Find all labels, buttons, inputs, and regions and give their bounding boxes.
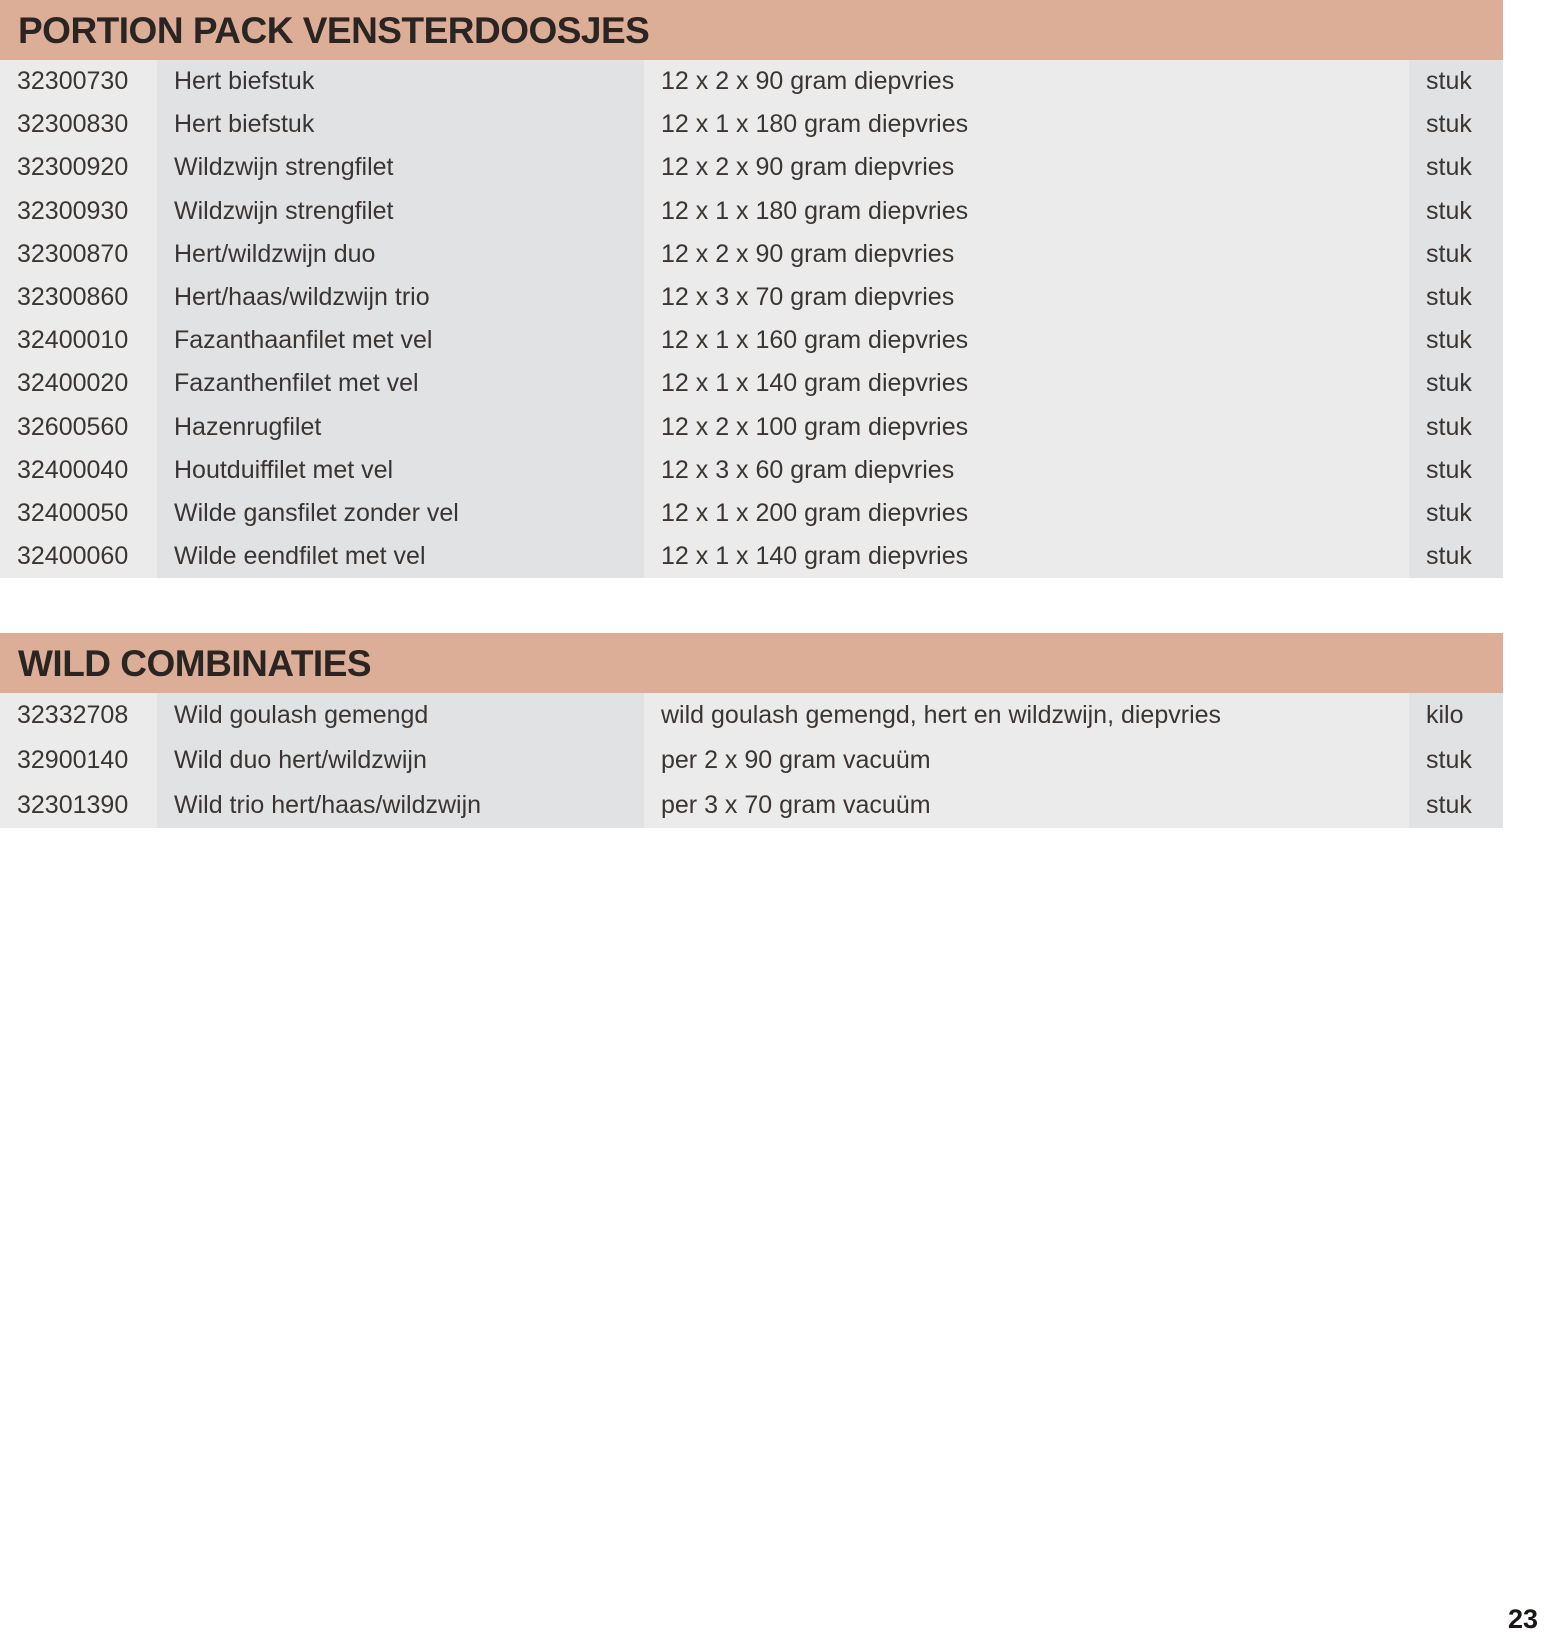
product-description: per 2 x 90 gram vacuüm xyxy=(644,738,1409,783)
product-unit: stuk xyxy=(1409,146,1503,189)
product-code: 32400010 xyxy=(0,319,157,362)
table-row xyxy=(0,738,1503,783)
section-title: PORTION PACK VENSTERDOOSJES xyxy=(18,9,650,51)
product-name: Houtduiffilet met vel xyxy=(157,449,644,492)
product-name: Wilde eendfilet met vel xyxy=(157,535,644,578)
product-table xyxy=(0,60,1503,578)
product-unit: stuk xyxy=(1409,406,1503,449)
product-description: per 3 x 70 gram vacuüm xyxy=(644,783,1409,828)
section-portion-pack xyxy=(0,0,1503,578)
product-unit: stuk xyxy=(1409,319,1503,362)
table-row xyxy=(0,492,1503,535)
page-number: 23 xyxy=(1507,1604,1538,1634)
table-row xyxy=(0,535,1503,578)
table-row xyxy=(0,60,1503,103)
product-unit: stuk xyxy=(1409,276,1503,319)
product-unit: stuk xyxy=(1409,535,1503,578)
section-header xyxy=(0,0,1503,60)
product-description: 12 x 2 x 90 gram diepvries xyxy=(644,146,1409,189)
product-description: 12 x 1 x 160 gram diepvries xyxy=(644,319,1409,362)
product-name: Hert biefstuk xyxy=(157,103,644,146)
table-row xyxy=(0,449,1503,492)
section-header xyxy=(0,633,1503,693)
product-unit: stuk xyxy=(1409,492,1503,535)
product-unit: stuk xyxy=(1409,362,1503,405)
product-name: Hazenrugfilet xyxy=(157,406,644,449)
product-name: Fazanthenfilet met vel xyxy=(157,362,644,405)
product-unit: stuk xyxy=(1409,103,1503,146)
product-code: 32400050 xyxy=(0,492,157,535)
product-name: Wildzwijn strengfilet xyxy=(157,146,644,189)
product-unit: stuk xyxy=(1409,60,1503,103)
product-description: 12 x 1 x 180 gram diepvries xyxy=(644,190,1409,233)
product-name: Wild trio hert/haas/wildzwijn xyxy=(157,783,644,828)
product-description: 12 x 2 x 100 gram diepvries xyxy=(644,406,1409,449)
table-row xyxy=(0,190,1503,233)
product-code: 32900140 xyxy=(0,738,157,783)
product-code: 32300860 xyxy=(0,276,157,319)
table-row xyxy=(0,276,1503,319)
product-code: 32300920 xyxy=(0,146,157,189)
product-description: 12 x 2 x 90 gram diepvries xyxy=(644,60,1409,103)
product-name: Hert/haas/wildzwijn trio xyxy=(157,276,644,319)
product-name: Wilde gansfilet zonder vel xyxy=(157,492,644,535)
product-description: 12 x 2 x 90 gram diepvries xyxy=(644,233,1409,276)
product-code: 32332708 xyxy=(0,693,157,738)
product-description: 12 x 1 x 200 gram diepvries xyxy=(644,492,1409,535)
product-code: 32400020 xyxy=(0,362,157,405)
product-code: 32400040 xyxy=(0,449,157,492)
product-code: 32300730 xyxy=(0,60,157,103)
product-code: 32600560 xyxy=(0,406,157,449)
product-table xyxy=(0,693,1503,828)
product-unit: stuk xyxy=(1409,738,1503,783)
product-name: Wildzwijn strengfilet xyxy=(157,190,644,233)
product-code: 32301390 xyxy=(0,783,157,828)
product-unit: stuk xyxy=(1409,190,1503,233)
product-description: wild goulash gemengd, hert en wildzwijn, diepvries xyxy=(644,693,1409,738)
product-description: 12 x 3 x 60 gram diepvries xyxy=(644,449,1409,492)
table-row xyxy=(0,146,1503,189)
table-row xyxy=(0,319,1503,362)
table-row xyxy=(0,103,1503,146)
product-code: 32300930 xyxy=(0,190,157,233)
product-description: 12 x 3 x 70 gram diepvries xyxy=(644,276,1409,319)
table-row xyxy=(0,783,1503,828)
product-description: 12 x 1 x 140 gram diepvries xyxy=(644,362,1409,405)
product-name: Wild duo hert/wildzwijn xyxy=(157,738,644,783)
product-name: Fazanthaanfilet met vel xyxy=(157,319,644,362)
product-name: Hert/wildzwijn duo xyxy=(157,233,644,276)
table-row xyxy=(0,406,1503,449)
product-name: Hert biefstuk xyxy=(157,60,644,103)
section-title: WILD COMBINATIES xyxy=(18,642,372,684)
product-code: 32300870 xyxy=(0,233,157,276)
product-name: Wild goulash gemengd xyxy=(157,693,644,738)
table-row xyxy=(0,233,1503,276)
product-description: 12 x 1 x 180 gram diepvries xyxy=(644,103,1409,146)
product-unit: stuk xyxy=(1409,233,1503,276)
product-unit: stuk xyxy=(1409,449,1503,492)
product-description: 12 x 1 x 140 gram diepvries xyxy=(644,535,1409,578)
table-row xyxy=(0,693,1503,738)
product-code: 32300830 xyxy=(0,103,157,146)
section-wild-combinaties xyxy=(0,633,1503,828)
product-unit: kilo xyxy=(1409,693,1503,738)
product-unit: stuk xyxy=(1409,783,1503,828)
product-code: 32400060 xyxy=(0,535,157,578)
table-row xyxy=(0,362,1503,405)
